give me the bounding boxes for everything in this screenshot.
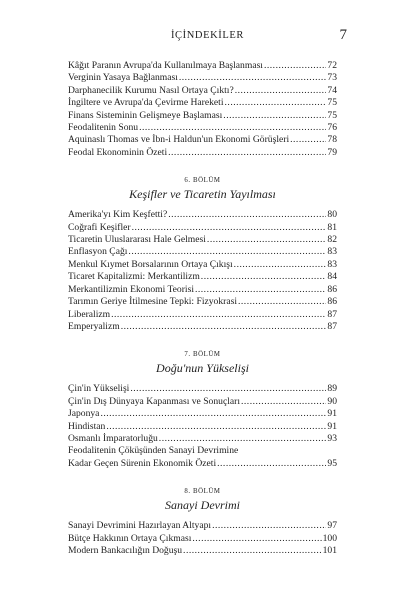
dot-leader (106, 421, 326, 433)
entry-page-number: 83 (327, 258, 337, 270)
dot-leader (217, 458, 326, 470)
section-label: 7. BÖLÜM (184, 351, 221, 359)
dot-leader (130, 383, 326, 395)
entry-page-number: 75 (327, 97, 337, 109)
toc-entry[interactable] (68, 246, 337, 258)
dot-leader (192, 533, 321, 545)
dot-leader (264, 60, 326, 72)
entry-page-number: 79 (327, 146, 337, 158)
toc-entry[interactable] (68, 122, 337, 134)
entry-page-number: 91 (327, 420, 337, 432)
toc-entry[interactable] (68, 296, 337, 308)
toc-entry[interactable] (68, 284, 337, 296)
toc-entry[interactable] (68, 72, 337, 84)
entry-title: Darphanecilik Kurumu Nasıl Ortaya Çıktı? (68, 84, 234, 96)
toc-entry[interactable] (68, 60, 337, 72)
table-of-contents (68, 60, 337, 557)
entry-title: Finans Sisteminin Gelişmeye Başlaması (68, 109, 223, 121)
toc-entry[interactable] (68, 259, 337, 271)
toc-entry[interactable] (68, 309, 337, 321)
toc-entry[interactable] (68, 134, 337, 146)
toc-entry[interactable] (68, 147, 337, 159)
entry-page-number: 89 (327, 383, 337, 395)
entry-title: Merkantilizmin Ekonomi Teorisi (68, 283, 194, 295)
page-title: İÇİNDEKİLER (170, 30, 245, 41)
dot-leader (183, 545, 322, 557)
dot-leader (212, 520, 326, 532)
entry-title: Japonya (68, 408, 100, 420)
entry-page-number: 78 (327, 134, 337, 146)
dot-leader (225, 97, 327, 109)
section-title: Doğu'nun Yükselişi (156, 361, 249, 376)
entry-page-number: 87 (327, 320, 337, 332)
section-heading (68, 487, 337, 513)
entry-title: Ticaret Kapitalizmi: Merkantilizm (68, 271, 200, 283)
toc-entry[interactable] (68, 97, 337, 109)
section-title: Keşifler ve Ticaretin Yayılması (129, 187, 276, 202)
toc-entry[interactable] (68, 458, 337, 470)
entry-page-number: 73 (327, 72, 337, 84)
entry-page-number: 101 (322, 544, 337, 556)
entry-title: İngiltere ve Avrupa'da Çevirme Hareketi (68, 97, 224, 109)
section-heading (68, 350, 337, 376)
dot-leader (111, 309, 326, 321)
toc-entry[interactable] (68, 533, 337, 545)
toc-entry[interactable] (68, 433, 337, 445)
entry-page-number: 75 (327, 109, 337, 121)
entry-page-number: 83 (327, 246, 337, 258)
entry-title: Amerika'yı Kim Keşfetti? (68, 209, 168, 221)
entry-title: Verginin Yasaya Bağlanması (68, 72, 178, 84)
toc-entry[interactable] (68, 209, 337, 221)
dot-leader (195, 284, 326, 296)
dot-leader (128, 246, 326, 258)
dot-leader (168, 209, 326, 221)
entry-page-number: 93 (327, 432, 337, 444)
entry-page-number: 84 (327, 271, 337, 283)
entry-page-number: 91 (327, 408, 337, 420)
toc-entry[interactable] (68, 520, 337, 532)
entry-title: Menkul Kıymet Borsalarının Ortaya Çıkışı (68, 258, 233, 270)
entry-title: Sanayi Devrimini Hazırlayan Altyapı (68, 520, 212, 532)
toc-entry[interactable]: Feodalitenin Çöküşünden Sanayi Devrimine (68, 445, 239, 457)
section-title: Sanayi Devrimi (165, 498, 240, 513)
dot-leader (238, 296, 326, 308)
toc-entry[interactable] (68, 234, 337, 246)
entry-page-number: 100 (322, 532, 337, 544)
toc-entry[interactable] (68, 321, 337, 333)
entry-title: Enflasyon Çağı (68, 246, 128, 258)
dot-leader (132, 222, 327, 234)
entry-title: Kâğıt Paranın Avrupa'da Kullanılmaya Başlanması (68, 60, 263, 71)
page-header (68, 27, 347, 46)
entry-page-number: 74 (327, 84, 337, 96)
dot-leader (139, 122, 326, 134)
dot-leader (121, 321, 327, 333)
entry-title: Çin'in Yükselişi (68, 383, 130, 395)
dot-leader (223, 110, 326, 122)
entry-title: Feodalitenin Sonu (68, 122, 139, 134)
dot-leader (290, 134, 326, 146)
entry-page-number: 86 (327, 296, 337, 308)
entry-page-number: 72 (327, 60, 337, 71)
dot-leader (234, 259, 327, 271)
entry-page-number: 76 (327, 122, 337, 134)
entry-title: Çin'in Dış Dünyaya Kapanması ve Sonuçları (68, 395, 240, 407)
entry-title: Osmanlı İmparatorluğu (68, 432, 158, 444)
entry-page-number: 87 (327, 308, 337, 320)
dot-leader (179, 72, 327, 84)
entry-title: Bütçe Hakkının Ortaya Çıkması (68, 532, 192, 544)
dot-leader (168, 147, 326, 159)
page-number: 7 (339, 27, 347, 43)
entry-title: Modern Bankacılığın Doğuşu (68, 544, 183, 556)
toc-entry[interactable] (68, 421, 337, 433)
toc-entry[interactable] (68, 408, 337, 420)
section-label: 6. BÖLÜM (184, 177, 221, 185)
entry-title: Coğrafi Keşifler (68, 221, 131, 233)
toc-entry[interactable] (68, 85, 337, 97)
entry-page-number: 90 (327, 395, 337, 407)
entry-page-number: 86 (327, 283, 337, 295)
dot-leader (207, 234, 326, 246)
entry-title: Tarımın Geriye İtilmesine Tepki: Fizyokrasi (68, 296, 237, 308)
entry-title: Feodal Ekonominin Özeti (68, 146, 168, 158)
entry-title: Hindistan (68, 420, 106, 432)
toc-entry[interactable] (68, 222, 337, 234)
dot-leader (100, 408, 326, 420)
toc-entry[interactable] (68, 545, 337, 557)
dot-leader (201, 271, 327, 283)
section-label: 8. BÖLÜM (184, 488, 221, 496)
dot-leader (159, 433, 327, 445)
toc-entry[interactable] (68, 383, 337, 395)
entry-page-number: 82 (327, 234, 337, 246)
entry-title: Kadar Geçen Sürenin Ekonomik Özeti (68, 457, 217, 469)
toc-entry[interactable] (68, 396, 337, 408)
section-heading (68, 176, 337, 202)
entry-title: Emperyalizm (68, 320, 120, 332)
toc-entry[interactable] (68, 110, 337, 122)
toc-entry[interactable] (68, 271, 337, 283)
entry-title: Aquinaslı Thomas ve İbn-i Haldun'un Ekonomi Görüşleri (68, 134, 290, 146)
entry-page-number: 97 (327, 520, 337, 532)
entry-title: Liberalizm (68, 308, 111, 320)
dot-leader (235, 85, 327, 97)
entry-page-number: 81 (327, 221, 337, 233)
entry-title: Ticaretin Uluslararası Hale Gelmesi (68, 234, 206, 246)
dot-leader (241, 396, 326, 408)
entry-page-number: 80 (327, 209, 337, 221)
entry-page-number: 95 (327, 457, 337, 469)
